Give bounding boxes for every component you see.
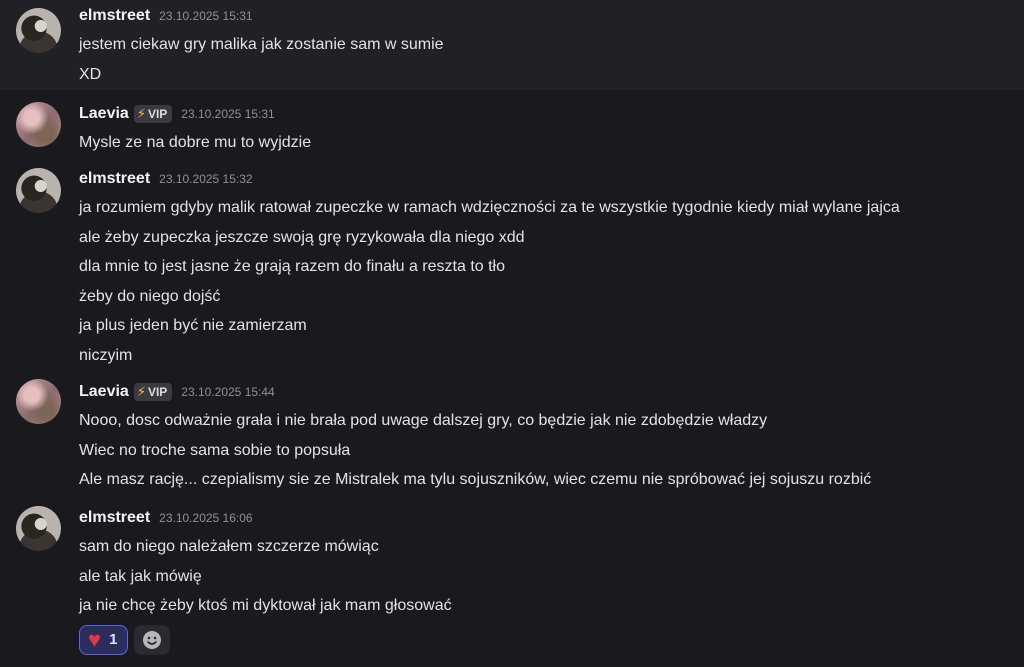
username[interactable]: Laevia [79, 383, 129, 400]
message-text: ja nie chcę żeby ktoś mi dyktował jak mam głosować [79, 597, 452, 615]
message-text: niczyim [79, 346, 133, 364]
message-text: sam do niego należałem szczerze mówiąc [79, 538, 379, 555]
message-group[interactable] [0, 90, 1024, 155]
timestamp[interactable]: 23.10.2025 15:44 [181, 385, 275, 399]
username[interactable]: elmstreet [79, 509, 151, 526]
message-text: ale żeby zupeczka jeszcze swoją grę ryzykowała dla niego xdd [79, 228, 525, 246]
lightning-bolt-icon: ⚡ [136, 106, 146, 121]
username[interactable]: Laevia [79, 105, 129, 122]
avatar[interactable] [16, 506, 61, 551]
message-text: XD [79, 65, 102, 83]
message-text: Nooo, dosc odważnie grała i nie brała pod uwage dalszej gry, co będzie jak nie zdobędzie władzy [79, 412, 768, 429]
message-text: Mysle ze na dobre mu to wyjdzie [79, 134, 312, 151]
reaction-count: 1 [109, 631, 118, 649]
message-text: ale tak jak mówię [79, 567, 202, 585]
message-header [79, 378, 1024, 406]
message-text: ja plus jeden być nie zamierzam [79, 317, 307, 335]
message-text: dla mnie to jest jasne że grają razem do finału a reszta to tło [79, 258, 505, 276]
message-header [79, 2, 1024, 30]
vip-badge-label: VIP [147, 385, 168, 399]
timestamp[interactable]: 23.10.2025 16:06 [159, 511, 253, 525]
message-group[interactable] [0, 155, 1024, 367]
timestamp[interactable]: 23.10.2025 15:31 [159, 9, 253, 23]
message-text: Ale masz rację... czepialismy sie ze Mistralek ma tylu sojuszników, wiec czemu nie spróbować jej sojuszu rozbić [79, 471, 872, 489]
vip-badge-label: VIP [147, 107, 168, 121]
message-text: jestem ciekaw gry malika jak zostanie sam w sumie [79, 36, 444, 53]
message-text: ja rozumiem gdyby malik ratował zupeczke w ramach wdzięczności za te wszystkie tygodnie kiedy miał wylane jajca [79, 199, 900, 216]
username[interactable]: elmstreet [79, 7, 151, 24]
avatar[interactable] [16, 8, 61, 53]
avatar[interactable] [16, 168, 61, 213]
reaction-heart-button[interactable] [79, 625, 128, 655]
smiley-face-icon [142, 630, 162, 650]
avatar[interactable] [16, 102, 61, 147]
message-group[interactable] [0, 367, 1024, 496]
message-header [79, 165, 1024, 193]
message-group[interactable] [0, 496, 1024, 655]
lightning-bolt-icon: ⚡ [136, 384, 146, 399]
message-text: żeby do niego dojść [79, 287, 221, 305]
message-text: Wiec no troche sama sobie to popsuła [79, 441, 351, 459]
vip-badge[interactable] [134, 105, 172, 123]
timestamp[interactable]: 23.10.2025 15:31 [181, 107, 275, 121]
red-heart-icon: ♥ [88, 626, 102, 652]
avatar[interactable] [16, 379, 61, 424]
username[interactable]: elmstreet [79, 170, 151, 187]
message-header [79, 100, 1024, 128]
reaction-bar [79, 625, 1024, 655]
message-header [79, 504, 1024, 532]
timestamp[interactable]: 23.10.2025 15:32 [159, 172, 253, 186]
vip-badge[interactable] [134, 383, 172, 401]
message-group[interactable] [0, 0, 1024, 90]
add-reaction-button[interactable] [134, 625, 170, 655]
